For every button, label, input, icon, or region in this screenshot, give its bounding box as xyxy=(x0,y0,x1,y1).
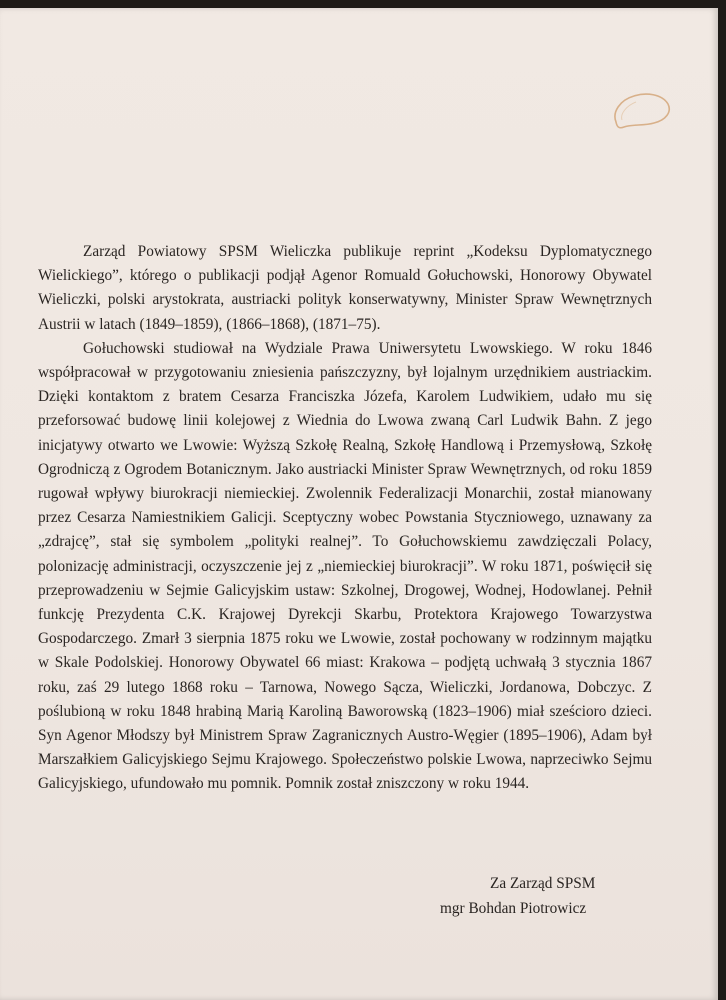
paragraph-intro: Zarząd Powiatowy SPSM Wieliczka publikuje reprint „Kodeksu Dyplomatycznego Wielickiego”, którego o publikacji podjął Agenor Romuald Gołuchowski, Honorowy Obywatel Wieliczki, polski arystokrata, austriacki polityk konserwatywny, Minister Spraw Wewnętrznych Austrii w latach (1849–1859), (1866–1868), (1871–75). xyxy=(38,243,652,333)
body-text xyxy=(38,240,652,797)
signature-title: Za Zarząd SPSM xyxy=(490,875,596,892)
signature-block xyxy=(440,872,640,921)
document-page xyxy=(0,8,718,1000)
signature-name: mgr Bohdan Piotrowicz xyxy=(440,899,587,917)
stain-mark xyxy=(610,90,672,134)
paragraph-biography: Gołuchowski studiował na Wydziale Prawa Uniwersytetu Lwowskiego. W roku 1846 współpracował w przygotowaniu zniesienia pańszczyzny, był lojalnym urzędnikiem austriackim. Dzięki kontaktom z bratem Cesarza Franciszka Józefa, Karolem Ludwikiem, udało mu się przeforsować budowę linii kolejowej z Wiednia do Lwowa zwaną Carl Ludwik Bahn. Z jego inicjatywy otwarto we Lwowie: Wyższą Szkołę Realną, Szkołę Handlową i Przemysłową, Szkołę Ogrodniczą z Ogrodem Botanicznym. Jako austriacki Minister Spraw Wewnętrznych, od roku 1859 rugował wpływy biurokracji niemieckiej. Zwolennik Federalizacji Monarchii, został mianowany przez Cesarza Namiestnikiem Galicji. Sceptyczny wobec Powstania Styczniowego, uznawany za „zdrajcę”, stał się symbolem „polityki realnej”. To Gołuchowskiemu zawdzięczali Polacy, polonizację administracji, oczyszczenie jej z „niemieckiej biurokracji”. W roku 1871, poświęcił się przeprowadzeniu w Sejmie Galicyjskim ustaw: Szkolnej, Drogowej, Wodnej, Hodowlanej. Pełnił funkcję Prezydenta C.K. Krajowej Dyrekcji Skarbu, Protektora Krajowego Towarzystwa Gospodarczego. Zmarł 3 sierpnia 1875 roku we Lwowie, został pochowany w rodzinnym majątku w Skale Podolskiej. Honorowy Obywatel 66 miast: Krakowa – podjętą uchwałą 3 stycznia 1867 roku, zaś 29 lutego 1868 roku – Tarnowa, Nowego Sącza, Wieliczki, Jordanowa, Dobczyc. Z poślubioną w roku 1848 hrabiną Marią Karoliną Baworowską (1823–1906) miał sześcioro dzieci. Syn Agenor Młodszy był Ministrem Spraw Zagranicznych Austro-Węgier (1895–1906), Adam był Marszałkiem Galicyjskiego Sejmu Krajowego. Społeczeństwo polskie Lwowa, naprzeciwko Sejmu Galicyjskiego, ufundowało mu pomnik. Pomnik został zniszczony w roku 1944. xyxy=(38,339,652,793)
